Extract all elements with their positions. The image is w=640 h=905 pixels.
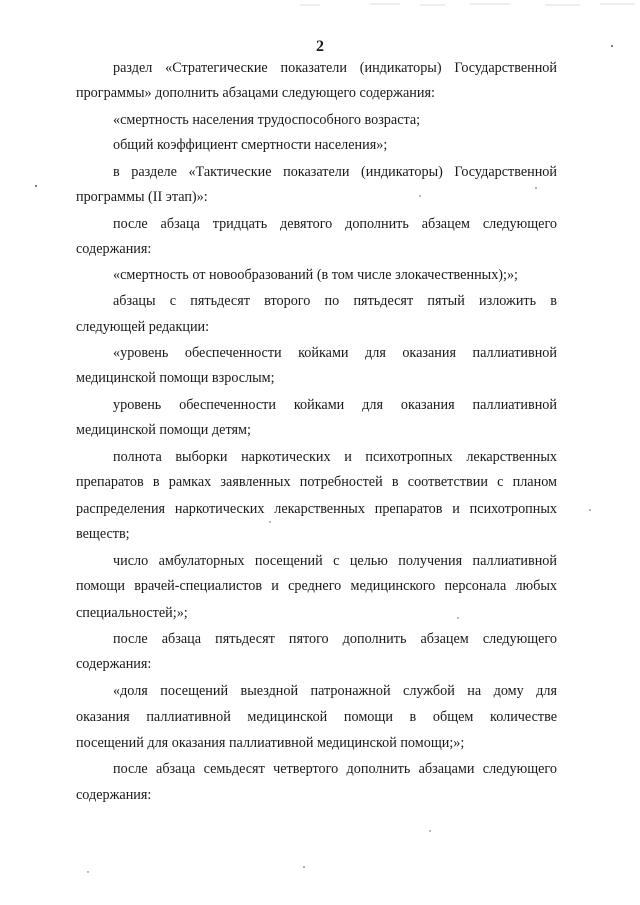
paragraph-line: веществ; [76,526,130,542]
paragraph-line: «смертность от новообразований (в том числе злокачественных);»; [113,267,518,283]
paragraph-line: «смертность населения трудоспособного возраста; [113,112,421,128]
paragraph-line: содержания: [76,787,152,803]
paragraph-line: полнота выборки наркотических и психотропных лекарственных [113,449,557,465]
paragraph-line: помощи врачей-специалистов и среднего медицинского персонала любых [76,578,557,594]
paragraph-line: после абзаца пятьдесят пятого дополнить абзацем следующего [113,631,557,647]
paragraph-line: общий коэффициент смертности населения»; [113,137,388,153]
paragraph-line: после абзаца семьдесят четвертого дополнить абзацами следующего [113,761,557,777]
paragraph-line: медицинской помощи детям; [76,422,251,438]
paragraph-line: содержания: [76,656,152,672]
paragraph-line: «доля посещений выездной патронажной службой на дому для [113,683,557,699]
paragraph-line: следующей редакции: [76,319,210,335]
paragraph-line: «уровень обеспеченности койками для оказания паллиативной [113,345,557,361]
paragraph-line: специальностей;»; [76,605,188,621]
paragraph-line: распределения наркотических лекарственных препаратов и психотропных [76,501,557,517]
paragraph-line: число амбулаторных посещений с целью получения паллиативной [113,553,557,569]
paragraph-line: абзацы с пятьдесят второго по пятьдесят пятый изложить в [113,293,557,309]
paragraph-line: медицинской помощи взрослым; [76,370,275,386]
paragraph-line: уровень обеспеченности койками для оказания паллиативной [113,397,557,413]
page-number: 2 [316,38,324,55]
paragraph-line: посещений для оказания паллиативной медицинской помощи;»; [76,735,465,751]
paragraph-line: препаратов в рамках заявленных потребностей в соответствии с планом [76,474,557,490]
paragraph-line: раздел «Стратегические показатели (индикаторы) Государственной [113,60,557,76]
paragraph-line: программы» дополнить абзацами следующего содержания: [76,85,435,101]
paragraph-line: программы (II этап)»: [76,189,208,205]
paragraph-line: после абзаца тридцать девятого дополнить абзацем следующего [113,216,557,232]
paragraph-line: содержания: [76,241,152,257]
paragraph-line: оказания паллиативной медицинской помощи в общем количестве [76,709,557,725]
paragraph-line: в разделе «Тактические показатели (индикаторы) Государственной [113,164,557,180]
